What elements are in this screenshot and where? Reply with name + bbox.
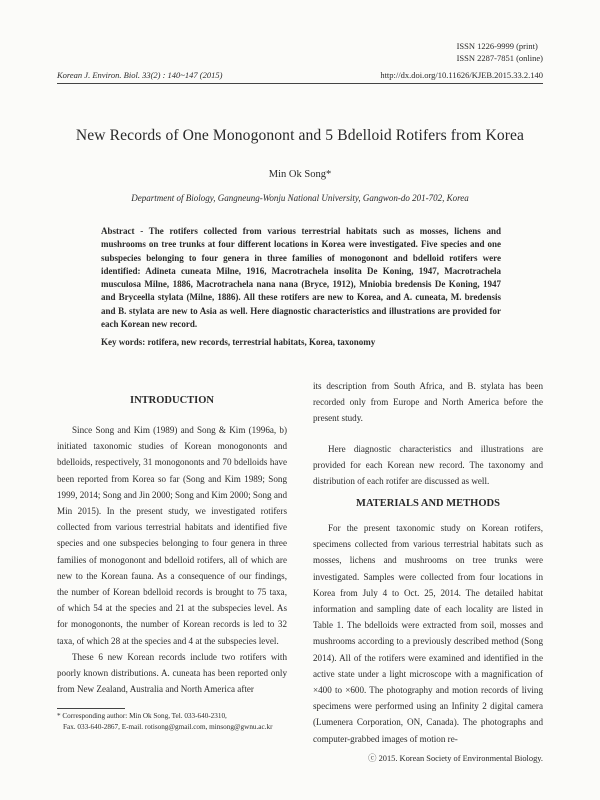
- footnote-line-2: Fax. 033-640-2867, E-mail. rotisong@gmail.com, minsong@gwnu.ac.kr: [63, 723, 273, 731]
- issn-block: [457, 40, 543, 64]
- methods-heading: MATERIALS AND METHODS: [356, 498, 500, 509]
- paper-title: New Records of One Monogonont and 5 Bdelloid Rotifers from Korea: [75, 127, 525, 144]
- intro-paragraph-1: Since Song and Kim (1989) and Song & Kim (1996a, b) initiated taxonomic studies of Korean monogononts and bdelloids, respectively, 31 monogononts and 70 bdelloids have been reported from Korea so far (Song and Kim 1989; Song 1999, 2014; Song and Jin 2000; Song and Kim 2000; Song and Min 2015). In the present study, we investigated rotifers collected from various terrestrial habitats and identified five species and one subspecies belonging to four genera in three families of monogonont and bdelloid rotifers, all of which are new to the Korean fauna. As a consequence of our findings, the number of Korean bdelloid records is brought to 75 taxa, of which 54 at the species and 21 at the subspecies level. As for monogononts, the number of Korean records is led to 32 taxa, of which 28 at the species and 4 at the subspecies level.: [57, 425, 287, 646]
- keywords: Key words: rotifera, new records, terrestrial habitats, Korea, taxonomy: [101, 337, 376, 347]
- issn-print: ISSN 1226-9999 (print): [456, 41, 538, 51]
- intro-paragraph-3: Here diagnostic characteristics and illustrations are provided for each Korean new record. The taxonomy and distribution of each rotifer are discussed as well.: [313, 443, 543, 487]
- journal-citation: Korean J. Environ. Biol. 33(2) : 140~147 (2015): [57, 70, 223, 80]
- right-column-top: [313, 378, 543, 489]
- left-column: [57, 422, 287, 697]
- author-name: Min Ok Song*: [268, 169, 332, 180]
- methods-paragraph-1: For the present taxonomic study on Korean rotifers, specimens collected from various terrestrial habitats such as mosses, lichens and mushrooms on tree trunks were investigated. Samples were collected from four locations in Korea from July 4 to Oct. 25, 2014. The detailed habitat information and sampling date of each locality are listed in Table 1. The bdelloids were extracted from soil, mosses and mushrooms according to a previously described method (Song 2014). All of the rotifers were examined and identified in the active state under a light microscope with a magnification of ×400 to ×600. The photography and motion records of living specimens were performed using an Infinity 2 digital camera (Lumenera Corporation, ON, Canada). The photographs and computer-grabbed images of motion re-: [313, 523, 543, 744]
- issn-online: ISSN 2287-7851 (online): [456, 53, 543, 63]
- header-divider: [57, 83, 543, 84]
- doi-link[interactable]: http://dx.doi.org/10.11626/KJEB.2015.33.2.140: [380, 70, 543, 80]
- right-column-methods: [313, 520, 543, 747]
- footnote-line-1: * Corresponding author: Min Ok Song, Tel. 033-640-2310,: [57, 712, 227, 720]
- intro-paragraph-2: These 6 new Korean records include two rotifers with poorly known distributions. A. cuneata has been reported only from New Zealand, Australia and North America after: [57, 651, 287, 695]
- intro-paragraph-2-continued: its description from South Africa, and B. stylata has been recorded only from Europe and North America before the present study.: [313, 381, 543, 424]
- introduction-heading: INTRODUCTION: [129, 395, 214, 406]
- corresponding-author-footnote: [57, 711, 272, 733]
- author-affiliation: Department of Biology, Gangneung-Wonju National University, Gangwon-do 201-702, Korea: [131, 193, 469, 203]
- footnote-divider: [57, 708, 125, 709]
- abstract: Abstract - The rotifers collected from various terrestrial habitats such as mosses, lichens and mushrooms on tree trunks at four different locations in Korea were investigated. Five species and one subspecies belonging to four genera in three families of monogonont and bdelloid rotifers were identified: Adineta cuneata Milne, 1916, Macrotrachela insolita De Koning, 1947, Macrotrachela musculosa Milne, 1886, Macrotrachela nana nana (Bryce, 1912), Mniobia bredensis De Koning, 1947 and Bryceella stylata (Milne, 1886). All these rotifers are new to Korea, and A. cuneata, M. bredensis and B. stylata are new to Asia as well. Here diagnostic characteristics and illustrations are provided for each Korean new record.: [101, 226, 501, 330]
- copyright-notice: ⓒ 2015. Korean Society of Environmental Biology.: [368, 754, 543, 763]
- running-header: [57, 70, 543, 80]
